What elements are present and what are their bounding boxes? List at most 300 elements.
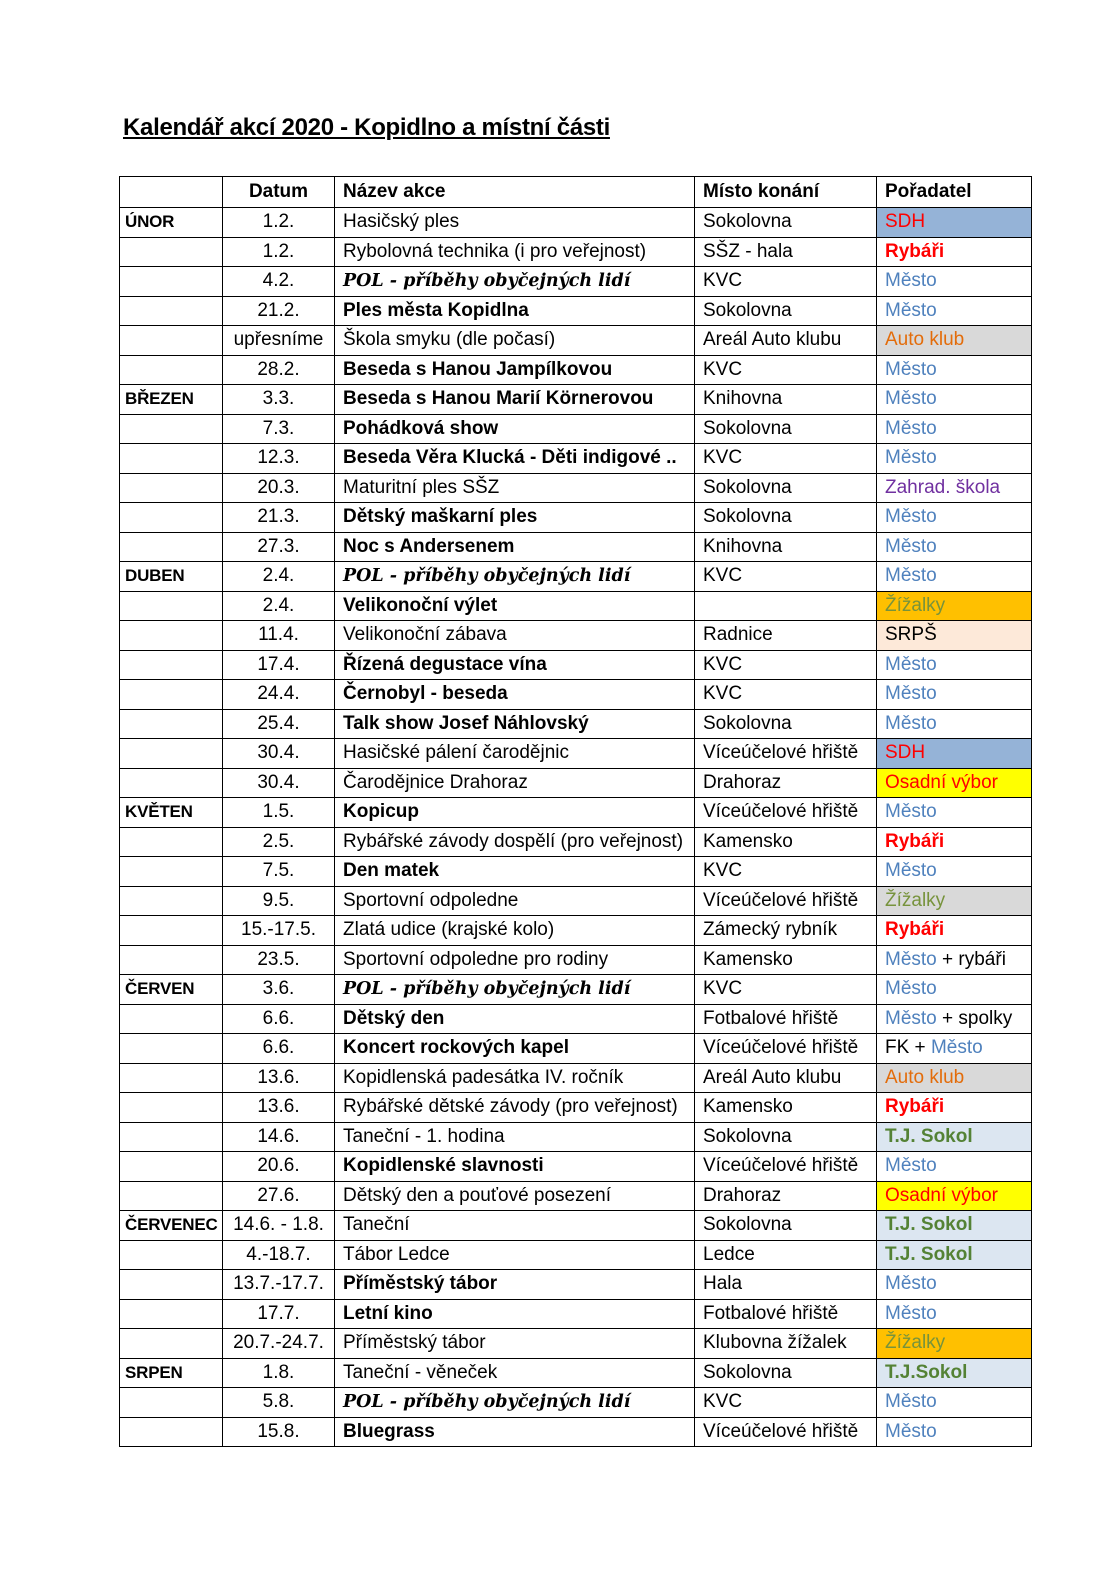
table-row: [120, 1211, 1032, 1241]
header-organizer: Pořadatel: [877, 177, 1032, 208]
organizer-cell: [877, 1034, 1032, 1064]
event-cell: Rybářské závody dospělí (pro veřejnost): [335, 827, 695, 857]
date-cell: 20.3.: [223, 473, 335, 503]
page-title: Kalendář akcí 2020 - Kopidlno a místní části: [123, 114, 610, 141]
organizer-text: Rybáři: [885, 919, 945, 941]
organizer-text: Město: [885, 1007, 937, 1029]
organizer-cell: [877, 267, 1032, 297]
organizer-text: Město: [885, 388, 937, 410]
date-cell: 6.6.: [223, 1004, 335, 1034]
event-cell: Bluegrass: [335, 1417, 695, 1447]
month-cell: ČERVEN: [120, 975, 223, 1005]
date-cell: 1.8.: [223, 1358, 335, 1388]
month-cell: [120, 709, 223, 739]
month-cell: [120, 680, 223, 710]
event-cell: Čarodějnice Drahoraz: [335, 768, 695, 798]
organizer-cell: [877, 916, 1032, 946]
table-row: [120, 532, 1032, 562]
header-event: Název akce: [335, 177, 695, 208]
date-cell: 20.7.-24.7.: [223, 1329, 335, 1359]
organizer-text: Město: [885, 1273, 937, 1295]
organizer-text: T.J. Sokol: [885, 1125, 973, 1147]
event-cell: Pohádková show: [335, 414, 695, 444]
venue-cell: Sokolovna: [695, 1122, 877, 1152]
organizer-text: Město: [885, 1391, 937, 1413]
organizer-cell: [877, 385, 1032, 415]
venue-cell: Areál Auto klubu: [695, 1063, 877, 1093]
month-cell: DUBEN: [120, 562, 223, 592]
organizer-text: Město: [885, 683, 937, 705]
month-cell: [120, 503, 223, 533]
table-row: [120, 1270, 1032, 1300]
events-table: [119, 176, 1032, 1447]
venue-cell: Radnice: [695, 621, 877, 651]
event-cell: Koncert rockových kapel: [335, 1034, 695, 1064]
organizer-cell: [877, 1211, 1032, 1241]
table-row: [120, 739, 1032, 769]
organizer-text: Zahrad. škola: [885, 476, 1001, 498]
venue-cell: Fotbalové hřiště: [695, 1299, 877, 1329]
organizer-cell: [877, 1299, 1032, 1329]
organizer-text: + spolky: [936, 1007, 1013, 1029]
header-date: Datum: [223, 177, 335, 208]
organizer-cell: [877, 591, 1032, 621]
venue-cell: Kamensko: [695, 827, 877, 857]
event-cell: Den matek: [335, 857, 695, 887]
event-cell: Zlatá udice (krajské kolo): [335, 916, 695, 946]
header-venue: Místo konání: [695, 177, 877, 208]
month-cell: [120, 1152, 223, 1182]
table-row: [120, 326, 1032, 356]
table-row: [120, 650, 1032, 680]
organizer-text: SRPŠ: [885, 624, 937, 646]
month-cell: [120, 1181, 223, 1211]
organizer-text: Město: [885, 506, 937, 528]
organizer-text: Rybáři: [885, 830, 945, 852]
venue-cell: Víceúčelové hřiště: [695, 886, 877, 916]
table-row: [120, 385, 1032, 415]
organizer-text: T.J.Sokol: [885, 1361, 968, 1383]
venue-cell: KVC: [695, 355, 877, 385]
date-cell: 24.4.: [223, 680, 335, 710]
month-cell: [120, 296, 223, 326]
organizer-text: Město: [885, 1302, 937, 1324]
month-cell: [120, 945, 223, 975]
table-row: [120, 1417, 1032, 1447]
event-cell: Dětský den a pouťové posezení: [335, 1181, 695, 1211]
events-table-body: [120, 208, 1032, 1447]
event-cell: Škola smyku (dle počasí): [335, 326, 695, 356]
date-cell: 15.-17.5.: [223, 916, 335, 946]
month-cell: [120, 827, 223, 857]
event-cell: Příměstský tábor: [335, 1270, 695, 1300]
organizer-text: T.J. Sokol: [885, 1243, 973, 1265]
date-cell: 3.3.: [223, 385, 335, 415]
table-row: [120, 208, 1032, 238]
month-cell: [120, 591, 223, 621]
month-cell: [120, 857, 223, 887]
date-cell: 27.3.: [223, 532, 335, 562]
date-cell: 14.6.: [223, 1122, 335, 1152]
date-cell: 5.8.: [223, 1388, 335, 1418]
event-cell: Kopicup: [335, 798, 695, 828]
organizer-text: Město: [885, 1420, 937, 1442]
organizer-cell: [877, 1417, 1032, 1447]
organizer-cell: [877, 1063, 1032, 1093]
date-cell: 13.6.: [223, 1093, 335, 1123]
table-row: [120, 1181, 1032, 1211]
organizer-cell: [877, 945, 1032, 975]
date-cell: 3.6.: [223, 975, 335, 1005]
venue-cell: Sokolovna: [695, 208, 877, 238]
organizer-cell: [877, 503, 1032, 533]
event-cell: POL - příběhy obyčejných lidí: [335, 267, 695, 297]
month-cell: [120, 886, 223, 916]
date-cell: 12.3.: [223, 444, 335, 474]
event-cell: Kopidlenská padesátka IV. ročník: [335, 1063, 695, 1093]
event-cell: Sportovní odpoledne: [335, 886, 695, 916]
organizer-cell: [877, 621, 1032, 651]
table-row: [120, 1093, 1032, 1123]
date-cell: 9.5.: [223, 886, 335, 916]
organizer-cell: [877, 1270, 1032, 1300]
organizer-text: Město: [885, 565, 937, 587]
organizer-cell: [877, 857, 1032, 887]
organizer-cell: [877, 1004, 1032, 1034]
event-cell: POL - příběhy obyčejných lidí: [335, 1388, 695, 1418]
date-cell: 30.4.: [223, 768, 335, 798]
month-cell: [120, 1240, 223, 1270]
table-row: [120, 1034, 1032, 1064]
organizer-text: T.J. Sokol: [885, 1214, 973, 1236]
events-table-header: [120, 177, 1032, 208]
organizer-cell: [877, 355, 1032, 385]
event-cell: Velikonoční výlet: [335, 591, 695, 621]
table-row: [120, 414, 1032, 444]
event-cell: Taneční - věneček: [335, 1358, 695, 1388]
organizer-text: SDH: [885, 742, 926, 764]
organizer-text: Město: [930, 1037, 983, 1059]
event-cell: Beseda s Hanou Jampílkovou: [335, 355, 695, 385]
month-cell: [120, 444, 223, 474]
venue-cell: Ledce: [695, 1240, 877, 1270]
date-cell: 2.5.: [223, 827, 335, 857]
month-cell: [120, 267, 223, 297]
organizer-cell: [877, 709, 1032, 739]
month-cell: KVĚTEN: [120, 798, 223, 828]
organizer-text: Město: [885, 948, 937, 970]
table-row: [120, 975, 1032, 1005]
venue-cell: Sokolovna: [695, 1211, 877, 1241]
table-row: [120, 916, 1032, 946]
event-cell: Dětský den: [335, 1004, 695, 1034]
table-row: [120, 827, 1032, 857]
organizer-cell: [877, 562, 1032, 592]
event-cell: Beseda Věra Klucká - Děti indigové ..: [335, 444, 695, 474]
venue-cell: Sokolovna: [695, 296, 877, 326]
month-cell: ÚNOR: [120, 208, 223, 238]
venue-cell: KVC: [695, 267, 877, 297]
table-row: [120, 1388, 1032, 1418]
organizer-text: Auto klub: [885, 1066, 965, 1088]
event-cell: Rybolovná technika (i pro veřejnost): [335, 237, 695, 267]
month-cell: [120, 1417, 223, 1447]
table-row: [120, 1358, 1032, 1388]
organizer-text: + rybáři: [936, 948, 1006, 970]
table-row: [120, 1329, 1032, 1359]
organizer-cell: [877, 532, 1032, 562]
venue-cell: Víceúčelové hřiště: [695, 1034, 877, 1064]
month-cell: [120, 1004, 223, 1034]
organizer-cell: [877, 650, 1032, 680]
month-cell: [120, 1329, 223, 1359]
venue-cell: Fotbalové hřiště: [695, 1004, 877, 1034]
organizer-cell: [877, 1181, 1032, 1211]
venue-cell: KVC: [695, 444, 877, 474]
event-cell: Ples města Kopidlna: [335, 296, 695, 326]
organizer-cell: [877, 414, 1032, 444]
date-cell: 25.4.: [223, 709, 335, 739]
organizer-text: Město: [885, 653, 937, 675]
table-row: [120, 1152, 1032, 1182]
venue-cell: Drahoraz: [695, 1181, 877, 1211]
date-cell: 2.4.: [223, 562, 335, 592]
date-cell: 11.4.: [223, 621, 335, 651]
table-row: [120, 945, 1032, 975]
month-cell: [120, 1270, 223, 1300]
event-cell: Taneční: [335, 1211, 695, 1241]
venue-cell: KVC: [695, 680, 877, 710]
table-row: [120, 709, 1032, 739]
month-cell: [120, 1093, 223, 1123]
month-cell: [120, 355, 223, 385]
header-month: [120, 177, 223, 208]
organizer-text: Žížalky: [885, 889, 946, 911]
organizer-text: Město: [885, 417, 937, 439]
organizer-text: Město: [885, 1155, 937, 1177]
month-cell: [120, 237, 223, 267]
date-cell: 4.2.: [223, 267, 335, 297]
month-cell: [120, 739, 223, 769]
event-cell: Dětský maškarní ples: [335, 503, 695, 533]
organizer-cell: [877, 798, 1032, 828]
month-cell: [120, 1063, 223, 1093]
venue-cell: KVC: [695, 562, 877, 592]
organizer-text: Rybáři: [885, 1096, 945, 1118]
venue-cell: Víceúčelové hřiště: [695, 798, 877, 828]
organizer-text: Město: [885, 270, 937, 292]
organizer-text: Město: [885, 358, 937, 380]
table-row: [120, 768, 1032, 798]
venue-cell: Sokolovna: [695, 503, 877, 533]
event-cell: Velikonoční zábava: [335, 621, 695, 651]
organizer-cell: [877, 975, 1032, 1005]
venue-cell: Hala: [695, 1270, 877, 1300]
venue-cell: KVC: [695, 975, 877, 1005]
table-row: [120, 1004, 1032, 1034]
organizer-text: Město: [885, 860, 937, 882]
month-cell: [120, 1122, 223, 1152]
event-cell: Tábor Ledce: [335, 1240, 695, 1270]
date-cell: 6.6.: [223, 1034, 335, 1064]
table-row: [120, 237, 1032, 267]
month-cell: [120, 414, 223, 444]
table-row: [120, 1122, 1032, 1152]
event-cell: POL - příběhy obyčejných lidí: [335, 562, 695, 592]
date-cell: 1.2.: [223, 208, 335, 238]
organizer-text: Město: [885, 535, 937, 557]
venue-cell: Kamensko: [695, 945, 877, 975]
venue-cell: Drahoraz: [695, 768, 877, 798]
month-cell: [120, 326, 223, 356]
table-row: [120, 355, 1032, 385]
table-row: [120, 1240, 1032, 1270]
venue-cell: Sokolovna: [695, 709, 877, 739]
date-cell: 30.4.: [223, 739, 335, 769]
month-cell: [120, 768, 223, 798]
organizer-cell: [877, 473, 1032, 503]
month-cell: [120, 1388, 223, 1418]
organizer-text: SDH: [885, 211, 926, 233]
venue-cell: Sokolovna: [695, 473, 877, 503]
organizer-text: Osadní výbor: [885, 771, 998, 793]
organizer-text: Žížalky: [885, 594, 946, 616]
date-cell: 13.6.: [223, 1063, 335, 1093]
venue-cell: Víceúčelové hřiště: [695, 1417, 877, 1447]
month-cell: SRPEN: [120, 1358, 223, 1388]
venue-cell: Kamensko: [695, 1093, 877, 1123]
month-cell: [120, 473, 223, 503]
date-cell: 7.5.: [223, 857, 335, 887]
venue-cell: Knihovna: [695, 532, 877, 562]
organizer-cell: [877, 1093, 1032, 1123]
month-cell: [120, 532, 223, 562]
organizer-text: FK +: [885, 1037, 931, 1059]
event-cell: Letní kino: [335, 1299, 695, 1329]
organizer-cell: [877, 208, 1032, 238]
event-cell: Hasičské pálení čarodějnic: [335, 739, 695, 769]
date-cell: 17.4.: [223, 650, 335, 680]
organizer-cell: [877, 326, 1032, 356]
table-row: [120, 591, 1032, 621]
organizer-text: Město: [885, 978, 937, 1000]
organizer-text: Auto klub: [885, 329, 965, 351]
event-cell: Kopidlenské slavnosti: [335, 1152, 695, 1182]
date-cell: 27.6.: [223, 1181, 335, 1211]
table-row: [120, 444, 1032, 474]
date-cell: 1.5.: [223, 798, 335, 828]
organizer-cell: [877, 444, 1032, 474]
organizer-cell: [877, 296, 1032, 326]
table-row: [120, 1063, 1032, 1093]
month-cell: [120, 650, 223, 680]
organizer-text: Město: [885, 299, 937, 321]
date-cell: 7.3.: [223, 414, 335, 444]
venue-cell: Klubovna žížalek: [695, 1329, 877, 1359]
header-row: [120, 177, 1032, 208]
organizer-cell: [877, 1152, 1032, 1182]
organizer-cell: [877, 1358, 1032, 1388]
organizer-cell: [877, 886, 1032, 916]
event-cell: POL - příběhy obyčejných lidí: [335, 975, 695, 1005]
organizer-text: Město: [885, 447, 937, 469]
event-cell: Noc s Andersenem: [335, 532, 695, 562]
event-cell: Sportovní odpoledne pro rodiny: [335, 945, 695, 975]
venue-cell: Víceúčelové hřiště: [695, 1152, 877, 1182]
date-cell: 15.8.: [223, 1417, 335, 1447]
venue-cell: [695, 591, 877, 621]
venue-cell: Sokolovna: [695, 1358, 877, 1388]
event-cell: Maturitní ples SŠZ: [335, 473, 695, 503]
date-cell: 1.2.: [223, 237, 335, 267]
date-cell: 21.3.: [223, 503, 335, 533]
organizer-cell: [877, 1122, 1032, 1152]
table-row: [120, 503, 1032, 533]
organizer-cell: [877, 739, 1032, 769]
date-cell: 21.2.: [223, 296, 335, 326]
organizer-cell: [877, 237, 1032, 267]
venue-cell: Areál Auto klubu: [695, 326, 877, 356]
month-cell: [120, 621, 223, 651]
date-cell: 28.2.: [223, 355, 335, 385]
event-cell: Černobyl - beseda: [335, 680, 695, 710]
event-cell: Rybářské dětské závody (pro veřejnost): [335, 1093, 695, 1123]
organizer-text: Osadní výbor: [885, 1184, 998, 1206]
date-cell: 17.7.: [223, 1299, 335, 1329]
date-cell: upřesníme: [223, 326, 335, 356]
venue-cell: Sokolovna: [695, 414, 877, 444]
table-row: [120, 562, 1032, 592]
date-cell: 4.-18.7.: [223, 1240, 335, 1270]
event-cell: Hasičský ples: [335, 208, 695, 238]
venue-cell: KVC: [695, 650, 877, 680]
venue-cell: Knihovna: [695, 385, 877, 415]
date-cell: 20.6.: [223, 1152, 335, 1182]
month-cell: [120, 1299, 223, 1329]
date-cell: 23.5.: [223, 945, 335, 975]
table-row: [120, 886, 1032, 916]
table-row: [120, 621, 1032, 651]
venue-cell: Víceúčelové hřiště: [695, 739, 877, 769]
event-cell: Talk show Josef Náhlovský: [335, 709, 695, 739]
month-cell: [120, 916, 223, 946]
organizer-cell: [877, 1240, 1032, 1270]
venue-cell: KVC: [695, 857, 877, 887]
organizer-cell: [877, 1329, 1032, 1359]
date-cell: 2.4.: [223, 591, 335, 621]
table-row: [120, 857, 1032, 887]
month-cell: BŘEZEN: [120, 385, 223, 415]
table-row: [120, 798, 1032, 828]
organizer-text: Žížalky: [885, 1332, 946, 1354]
event-cell: Taneční - 1. hodina: [335, 1122, 695, 1152]
table-row: [120, 296, 1032, 326]
table-row: [120, 1299, 1032, 1329]
table-row: [120, 680, 1032, 710]
organizer-text: Město: [885, 712, 937, 734]
table-row: [120, 473, 1032, 503]
event-cell: Řízená degustace vína: [335, 650, 695, 680]
venue-cell: KVC: [695, 1388, 877, 1418]
table-row: [120, 267, 1032, 297]
organizer-cell: [877, 1388, 1032, 1418]
month-cell: [120, 1034, 223, 1064]
event-cell: Příměstský tábor: [335, 1329, 695, 1359]
date-cell: 13.7.-17.7.: [223, 1270, 335, 1300]
organizer-cell: [877, 680, 1032, 710]
month-cell: ČERVENEC: [120, 1211, 223, 1241]
venue-cell: Zámecký rybník: [695, 916, 877, 946]
